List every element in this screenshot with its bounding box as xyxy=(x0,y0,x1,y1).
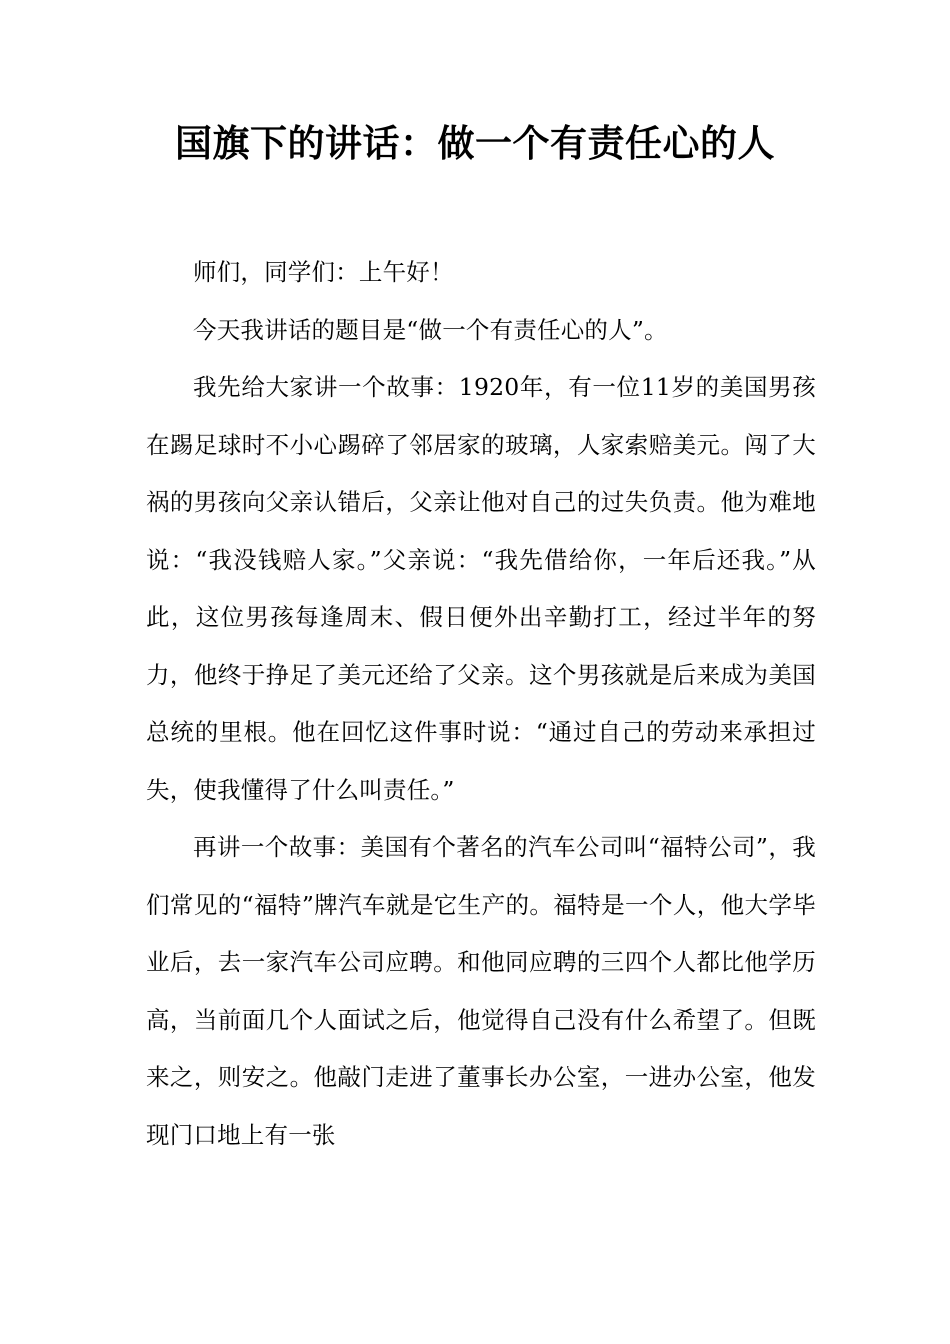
ford-story-paragraph: 再讲一个故事：美国有个著名的汽车公司叫“福特公司”，我们常见的“福特”牌汽车就是它生产的。福特是一个人，他大学毕业后，去一家汽车公司应聘。和他同应聘的三四个人都比他学历高，当前面几个人面试之后，他觉得自己没有什么希望了。但既来之，则安之。他敲门走进了董事长办公室，一进办公室，他发现门口地上有一张 xyxy=(146,833,816,1149)
reagan-story-paragraph: 我先给大家讲一个故事：1920年，有一位11岁的美国男孩在踢足球时不小心踢碎了邻居家的玻璃，人家索赔美元。闯了大祸的男孩向父亲认错后，父亲让他对自己的过失负责。他为难地说：“我没钱赔人家。”父亲说：“我先借给你，一年后还我。”从此，这位男孩每逢周末、假日便外出辛勤打工，经过半年的努力，他终于挣足了美元还给了父亲。这个男孩就是后来成为美国总统的里根。他在回忆这件事时说：“通过自己的劳动来承担过失，使我懂得了什么叫责任。” xyxy=(146,373,816,804)
document-body xyxy=(146,244,816,1164)
greeting-paragraph: 师们，同学们：上午好！ xyxy=(193,258,454,286)
document-title: 国旗下的讲话：做一个有责任心的人 xyxy=(175,122,775,165)
topic-paragraph: 今天我讲话的题目是“做一个有责任心的人”。 xyxy=(193,315,668,344)
